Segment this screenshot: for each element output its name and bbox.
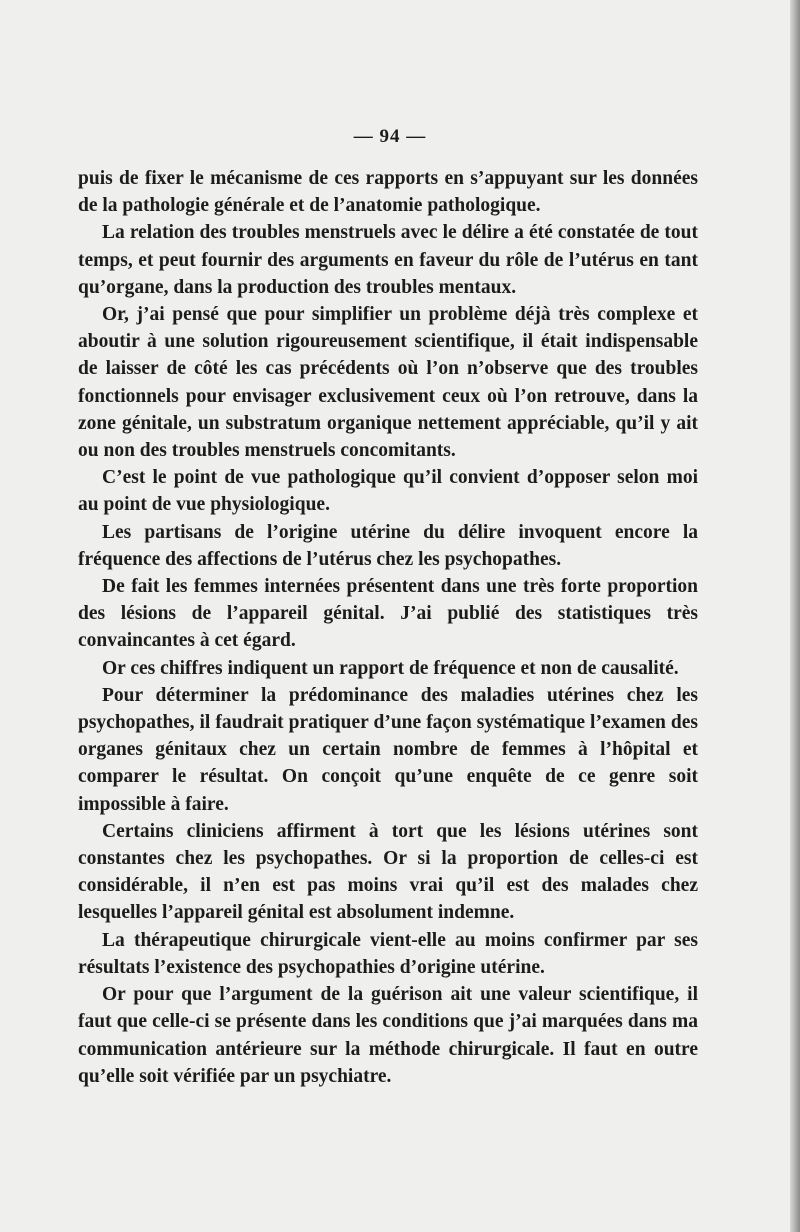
paragraph: Or pour que l’argument de la guérison ait une valeur scientifique, il faut que celle-ci se présente dans les conditions que j’ai marquées dans ma communication antérieure sur la méthode chirurgicale. Il faut en outre qu’elle soit vérifiée par un psychiatre. — [78, 984, 698, 1087]
paragraph: C’est le point de vue pathologique qu’il convient d’opposer selon moi au point de vue physiologique. — [78, 467, 698, 516]
paragraph: Les partisans de l’origine utérine du délire invoquent encore la fréquence des affections de l’utérus chez les psychopathes. — [78, 521, 698, 570]
paragraph: De fait les femmes internées présentent dans une très forte proportion des lésions de l’appareil génital. J’ai publié des statistiques très convaincantes à cet égard. — [78, 576, 698, 652]
page-edge-shadow — [790, 0, 800, 1232]
paragraph: Certains cliniciens affirment à tort que les lésions utérines sont constantes chez les psychopathes. Or si la proportion de celles-ci est considérable, il n’en est pas moins vrai qu’il est des malades chez lesquelles l’appareil génital est absolument indemne. — [78, 820, 698, 924]
body-text — [78, 165, 698, 1090]
paragraph: Or, j’ai pensé que pour simplifier un problème déjà très complexe et aboutir à une solution rigoureusement scientifique, il était indispensable de laisser de côté les cas précédents où l’on n’observe que des troubles fonctionnels pour envisager exclusivement ceux où l’on retrouve, dans la zone génitale, un substratum organique nettement appréciable, qu’il y ait ou non des troubles menstruels concomitants. — [78, 304, 698, 462]
paragraph: La thérapeutique chirurgicale vient-elle au moins confirmer par ses résultats l’existence des psychopathies d’origine utérine. — [78, 929, 698, 978]
paragraph: Or ces chiffres indiquent un rapport de fréquence et non de causalité. — [102, 657, 679, 679]
paragraph: puis de fixer le mécanisme de ces rapports en s’appuyant sur les données de la pathologie générale et de l’anatomie pathologique. — [78, 168, 698, 217]
page-number: — 94 — — [353, 126, 427, 147]
paragraph: La relation des troubles menstruels avec le délire a été constatée de tout temps, et peut fournir des arguments en faveur du rôle de l’utérus en tant qu’organe, dans la production des troubles mentaux. — [78, 222, 698, 298]
paragraph: Pour déterminer la prédominance des maladies utérines chez les psychopathes, il faudrait pratiquer d’une façon systématique l’examen des organes génitaux chez un certain nombre de femmes à l’hôpital et comparer le résultat. On conçoit qu’une enquête de ce genre soit impossible à faire. — [78, 684, 698, 815]
